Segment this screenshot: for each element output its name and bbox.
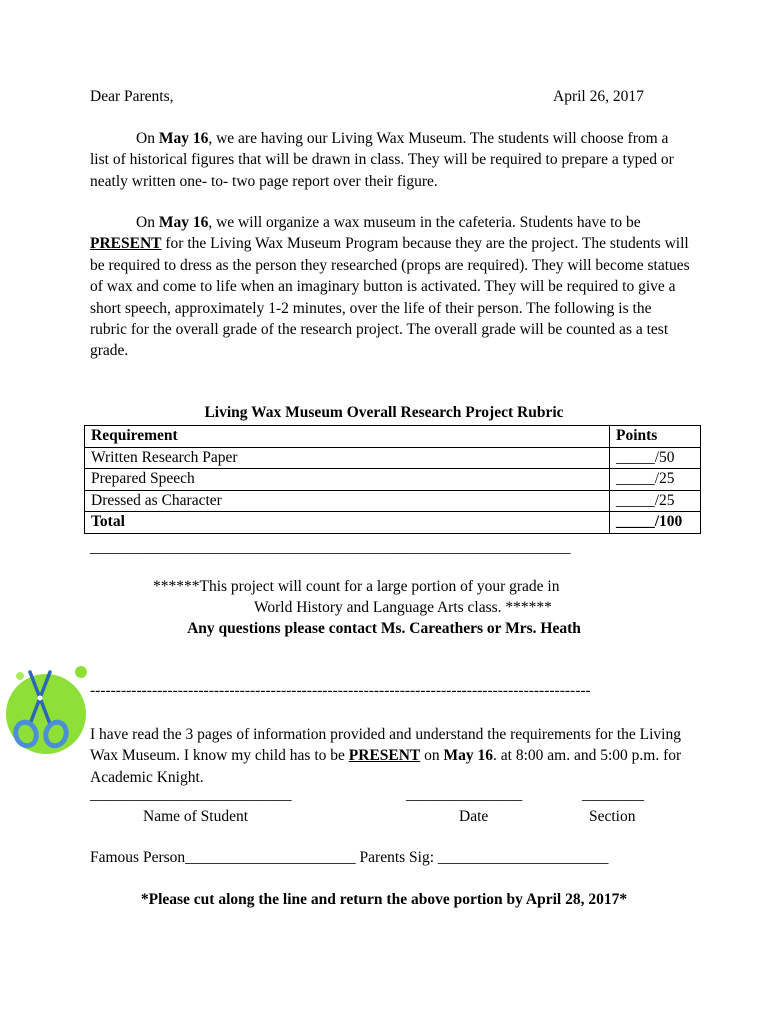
paragraph-1: On May 16, we are having our Living Wax Museum. The students will choose from a list of historical figures that will be drawn in class. They will be required to prepare a typed or neatly written one- to- two page report over their figure. [90, 130, 674, 190]
requirement-cell: Prepared Speech [85, 469, 610, 491]
points-cell: _____/25 [610, 490, 701, 512]
header-points: Points [610, 426, 701, 448]
total-row [85, 512, 701, 534]
table-row [85, 447, 701, 469]
section-label: Section [589, 808, 636, 825]
date-blank[interactable]: _______________ [406, 786, 523, 803]
table-row [85, 469, 701, 491]
table-row [85, 490, 701, 512]
paragraph-2: On May 16, we will organize a wax museum in the cafeteria. Students have to be PRESENT for the Living Wax Museum Program because they are the project. The students will be required to dress as the person they researched (props are required). They will become statues of wax and come to life when an imaginary button is activated. They will be required to give a short speech, approximately 1-2 minutes, over the life of their person. The following is the rubric for the overall grade of the research project. The overall grade will be counted as a test grade. [90, 214, 690, 360]
total-points: _____/100 [610, 512, 701, 534]
date-label: Date [459, 808, 489, 825]
rule-line: ______________________________________________________________ [90, 539, 571, 556]
header-requirement: Requirement [85, 426, 610, 448]
famous-person-line[interactable]: Famous Person______________________ Parents Sig: ______________________ [90, 849, 609, 866]
student-name-blank[interactable]: __________________________ [90, 786, 292, 803]
student-name-label: Name of Student [143, 808, 249, 825]
greeting: Dear Parents, [90, 88, 174, 105]
notice-line-2: World History and Language Arts class. ****** [254, 599, 552, 616]
return-note: *Please cut along the line and return the above portion by April 28, 2017* [140, 891, 628, 908]
rubric-title: Living Wax Museum Overall Research Project Rubric [204, 404, 564, 421]
contact-line: Any questions please contact Ms. Careathers or Mrs. Heath [187, 620, 581, 637]
letter-date: April 26, 2017 [553, 88, 644, 105]
total-label: Total [85, 512, 610, 534]
rubric-table [84, 425, 701, 534]
notice-line-1: ******This project will count for a large portion of your grade in [153, 578, 560, 595]
requirement-cell: Written Research Paper [85, 447, 610, 469]
points-cell: _____/25 [610, 469, 701, 491]
requirement-cell: Dressed as Character [85, 490, 610, 512]
table-header-row [85, 426, 701, 448]
points-cell: _____/50 [610, 447, 701, 469]
permission-paragraph: I have read the 3 pages of information provided and understand the requirements for the Living Wax Museum. I know my child has to be PRESENT on May 16. at 8:00 am. and 5:00 p.m. for Academic Knight. [90, 726, 682, 786]
section-blank[interactable]: ________ [582, 786, 644, 803]
scissors-icon [4, 662, 94, 762]
cut-line: ------------------------------------------------------------------------------------------------- [90, 682, 591, 699]
